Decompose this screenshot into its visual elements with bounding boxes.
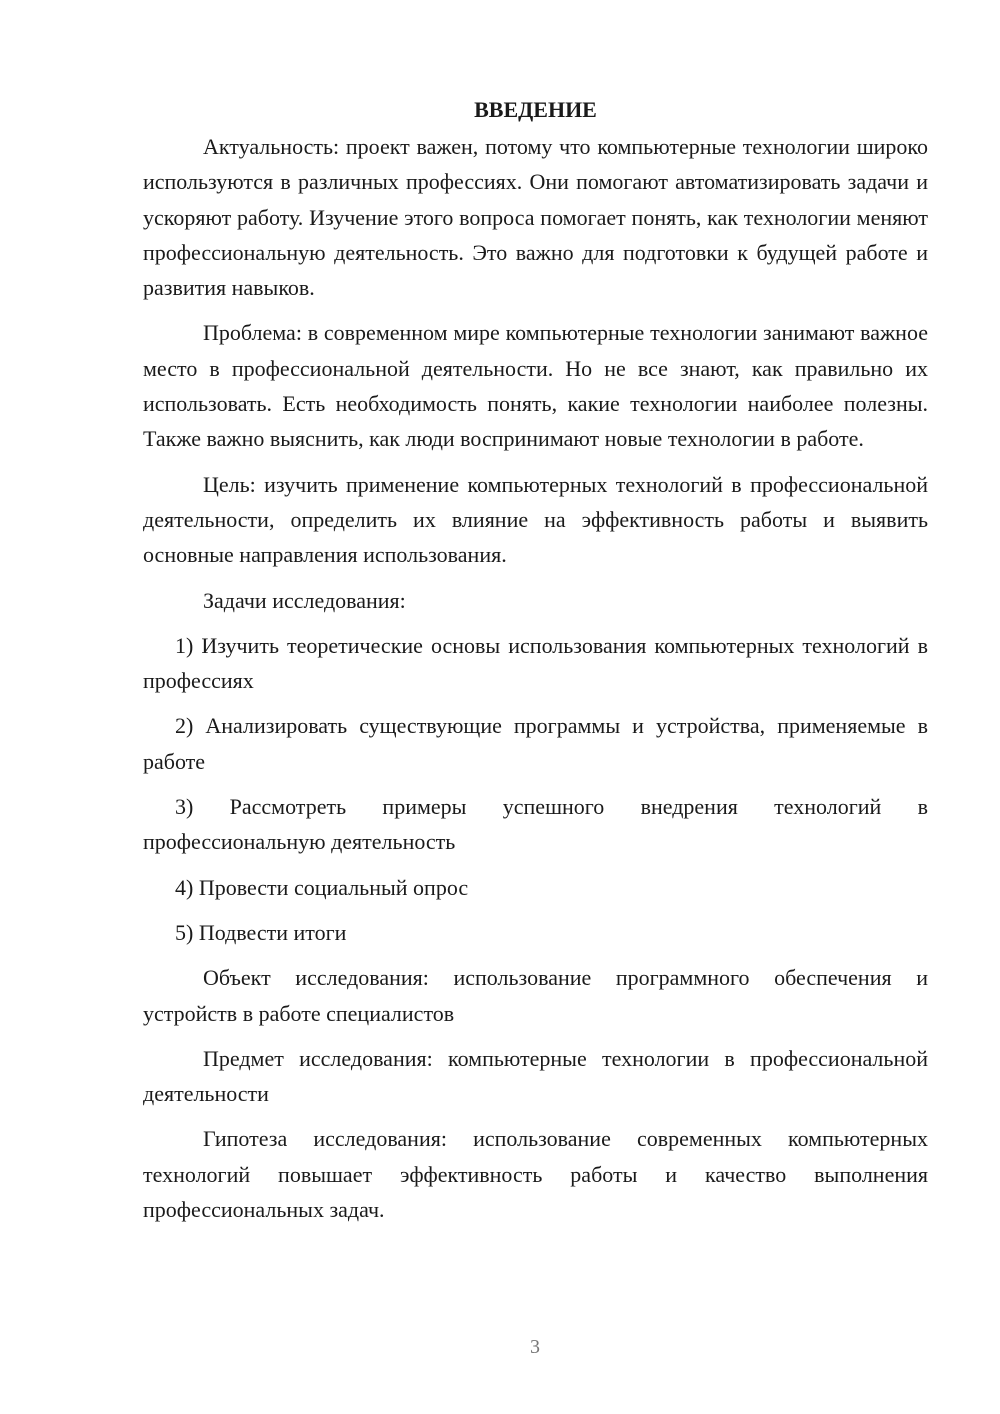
paragraph-hypothesis: Гипотеза исследования: использование современных компьютерных технологий повышает эффективность работы и качество выполнения профессиональных задач. [143,1126,928,1223]
document-page [143,92,928,1237]
list-item: 1) Изучить теоретические основы использования компьютерных технологий в профессиях [143,632,928,694]
paragraph-problem: Проблема: в современном мире компьютерные технологии занимают важное место в профессиональной деятельности. Но не все знают, как правильно их использовать. Есть необходимость понять, какие технологии наиболее полезны. Также важно выяснить, как люди воспринимают новые технологии в работе. [143,320,928,452]
tasks-list [143,628,928,950]
list-item: 3) Рассмотреть примеры успешного внедрения технологий в профессиональную деятельность [143,794,928,855]
paragraph-goal: Цель: изучить применение компьютерных технологий в профессиональной деятельности, определить их влияние на эффективность работы и выявить основные направления использования. [143,471,928,568]
paragraph-relevance: Актуальность: проект важен, потому что компьютерные технологии широко используются в различных профессиях. Они помогают автоматизировать задачи и ускоряют работу. Изучение этого вопроса помогает понять, как технологии меняют профессиональную деятельность. Это важно для подготовки к будущей работе и развития навыков. [143,134,928,301]
list-item: 4) Провести социальный опрос [175,874,469,900]
page-number: 3 [530,1336,540,1358]
list-item: 5) Подвести итоги [175,919,347,945]
tasks-heading: Задачи исследования: [203,587,406,613]
paragraph-object: Объект исследования: использование программного обеспечения и устройств в работе специалистов [143,965,928,1026]
list-item: 2) Анализировать существующие программы и устройства, применяемые в работе [143,713,928,774]
section-title: ВВЕДЕНИЕ [474,97,597,122]
paragraph-subject: Предмет исследования: компьютерные технологии в профессиональной деятельности [143,1045,928,1107]
